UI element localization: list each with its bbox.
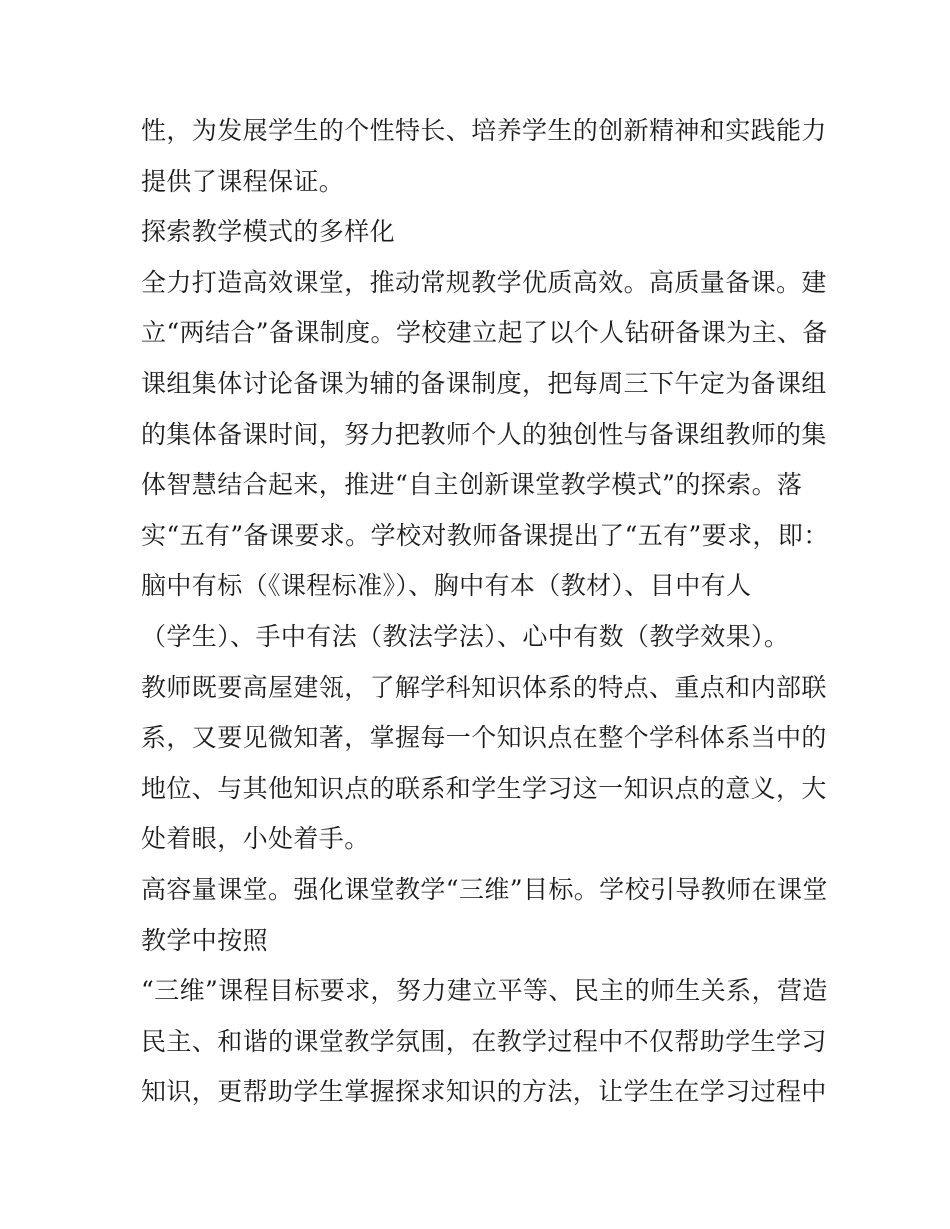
text-line: （学生）、手中有法（教法学法）、心中有数（教学效果）。 (141, 621, 790, 651)
text-line: 提供了课程保证。 (141, 166, 345, 196)
text-line: 体智慧结合起来，推进“自主创新课堂教学模式”的探索。落 (141, 470, 803, 500)
text-line: 系，又要见微知著，掌握每一个知识点在整个学科体系当中的 (141, 723, 827, 753)
body-text (141, 106, 829, 1118)
text-line: 教学中按照 (141, 925, 269, 955)
text-line: 处着眼，小处着手。 (141, 824, 370, 854)
text-line: 立“两结合”备课制度。学校建立起了以个人钻研备课为主、备 (141, 318, 828, 348)
text-line: 教师既要高屋建瓴，了解学科知识体系的特点、重点和内部联 (141, 672, 827, 702)
text-line: 的集体备课时间，努力把教师个人的独创性与备课组教师的集 (141, 419, 827, 449)
text-line: 高容量课堂。强化课堂教学“三维”目标。学校引导教师在课堂 (141, 874, 828, 904)
text-line: 实“五有”备课要求。学校对教师备课提出了“五有”要求，即： (141, 520, 829, 550)
text-line: 课组集体讨论备课为辅的备课制度，把每周三下午定为备课组 (141, 368, 827, 398)
text-line: 性，为发展学生的个性特长、培养学生的创新精神和实践能力 (141, 116, 827, 145)
text-line: 全力打造高效课堂，推动常规教学优质高效。高质量备课。建 (141, 267, 827, 297)
text-line: 民主、和谐的课堂教学氛围，在教学过程中不仅帮助学生学习 (141, 1026, 827, 1056)
text-line: 知识，更帮助学生掌握探求知识的方法，让学生在学习过程中 (141, 1077, 827, 1107)
text-line: 脑中有标（《课程标准》）、胸中有本（教材）、目中有人 (141, 571, 752, 601)
text-line: 地位、与其他知识点的联系和学生学习这一知识点的意义，大 (141, 773, 827, 803)
text-line: “三维”课程目标要求，努力建立平等、民主的师生关系，营造 (141, 976, 828, 1006)
section-heading: 探索教学模式的多样化 (141, 217, 396, 247)
